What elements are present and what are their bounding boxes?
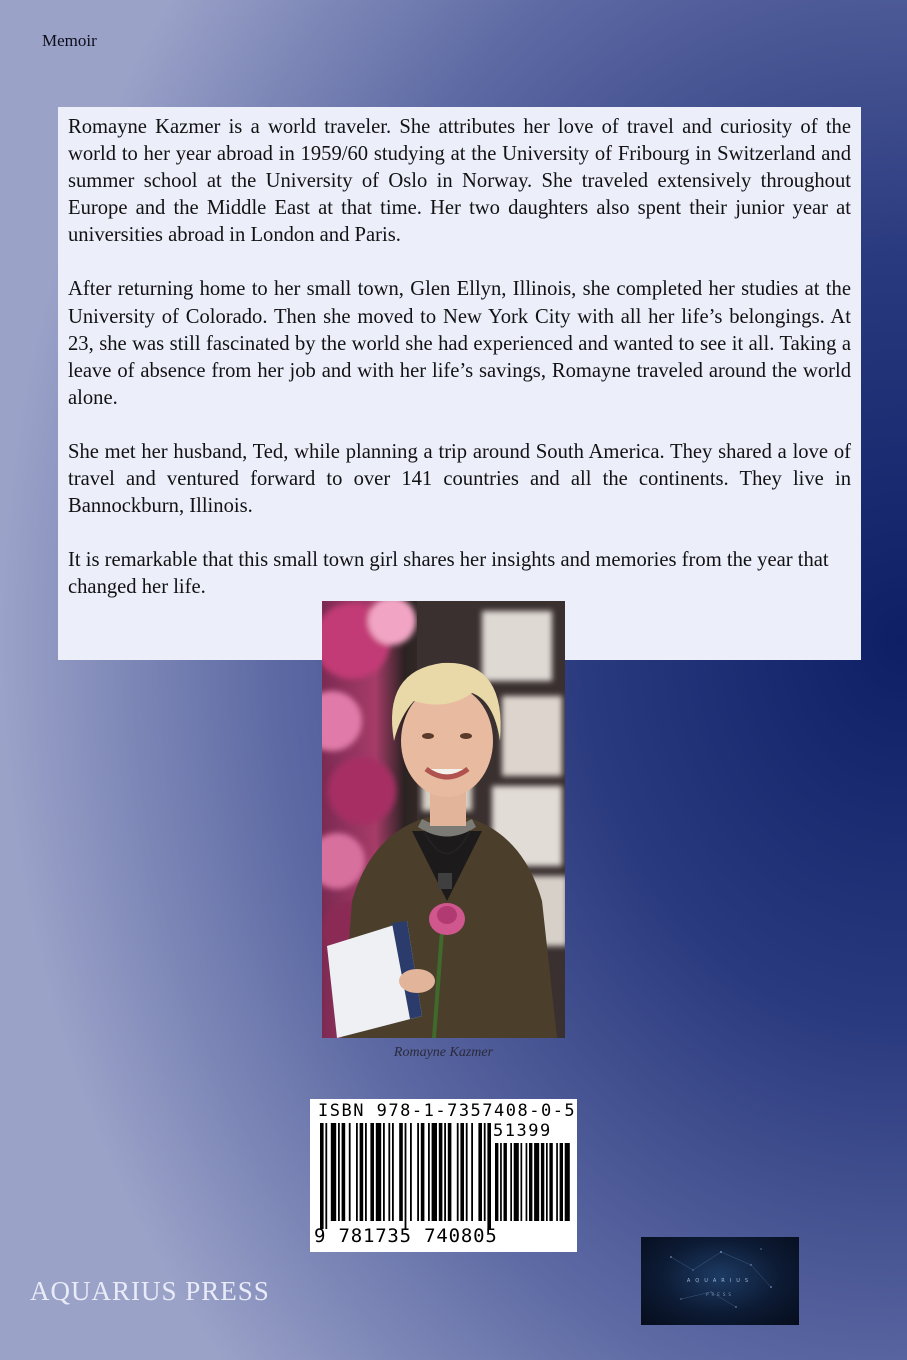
author-photo-illustration: [322, 601, 565, 1038]
bio-paragraph: Romayne Kazmer is a world traveler. She attributes her love of travel and curiosity of the world to her year abroad in 1959/60 studying at the University of Fribourg in Switzerland and summer school at the University of Oslo in Norway. She traveled extensively throughout Europe and the Middle East at that time. Her two daughters also spent their junior year at universities abroad in London and Paris.: [68, 116, 851, 247]
bio-paragraph: It is remarkable that this small town girl shares her insights and memories from the year that changed her life.: [68, 549, 829, 599]
publisher-name: AQUARIUS PRESS: [30, 1276, 270, 1306]
price-code: 51399: [493, 1121, 552, 1141]
author-photo: [322, 601, 565, 1038]
genre-label: Memoir: [42, 31, 97, 50]
isbn-barcode: [310, 1099, 577, 1252]
bio-paragraph: She met her husband, Ted, while planning a trip around South America. They shared a love of travel and ventured forward to over 141 countries and all the continents. They live in Bannockburn, Illinois.: [68, 440, 851, 518]
isbn-label: ISBN 978-1-7357408-0-5: [318, 1101, 577, 1121]
publisher-logo: [641, 1237, 799, 1325]
logo-wordmark: AQUARIUS: [686, 1278, 754, 1284]
logo-subtext: PRESS: [706, 1292, 734, 1297]
barcode-digits: 9 781735 740805: [314, 1225, 498, 1247]
bio-paragraph: After returning home to her small town, Glen Ellyn, Illinois, she completed her studies at the University of Colorado. Then she moved to New York City with all her life’s belongings. At 23, she was still fascinated by the world she had experienced and wanted to see it all. Taking a leave of absence from her job and with her life’s savings, Romayne traveled around the world alone.: [68, 278, 851, 409]
photo-caption: Romayne Kazmer: [393, 1045, 494, 1060]
author-bio-panel: [58, 107, 861, 660]
